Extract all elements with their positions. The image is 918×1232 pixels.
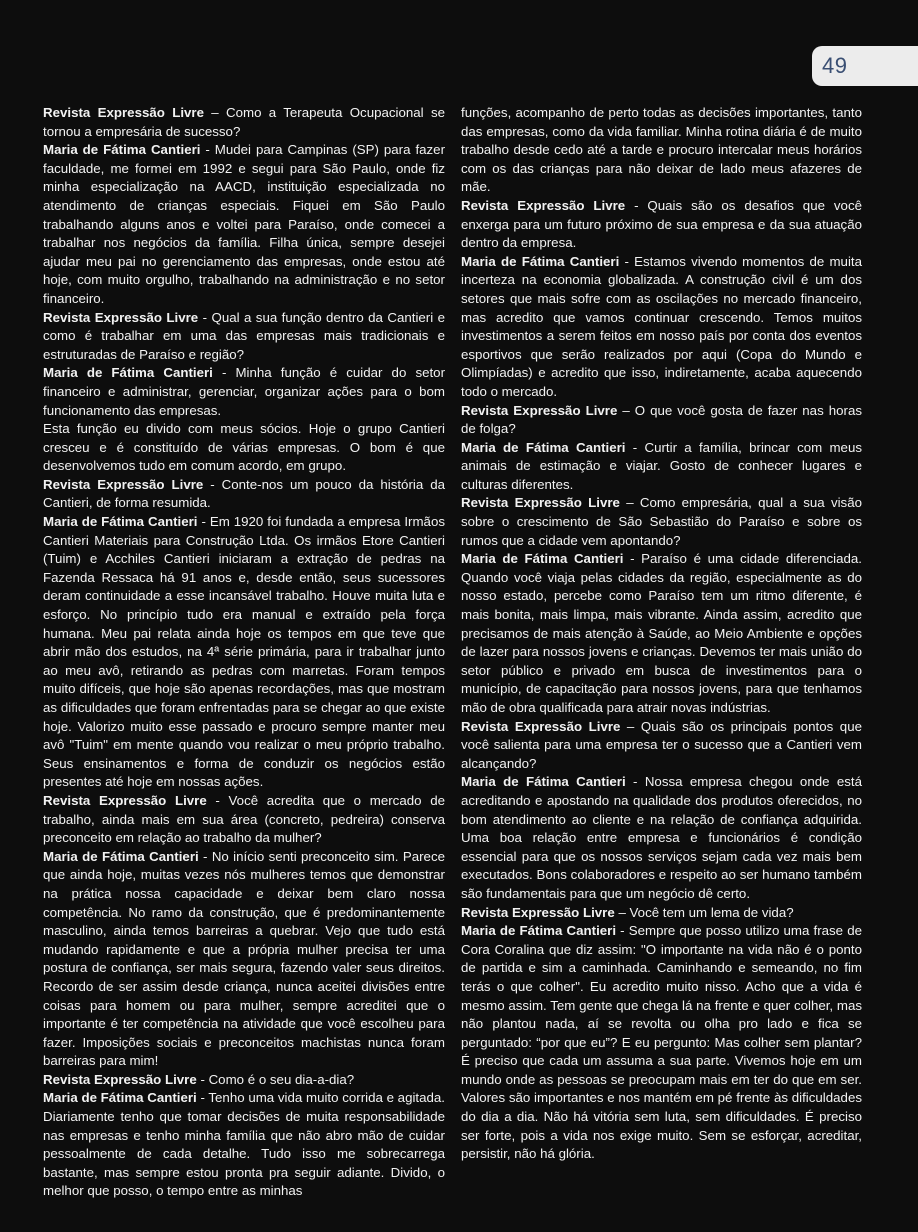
- speaker-name: Maria de Fátima Cantieri: [43, 1090, 197, 1106]
- speaker-name: Maria de Fátima Cantieri: [461, 253, 620, 269]
- paragraph-text: – Quais são os principais pontos que você salienta para uma empresa ter o sucesso que a Cantieri vem alcançando?: [461, 718, 862, 771]
- interview-paragraph: [43, 364, 445, 420]
- speaker-name: Maria de Fátima Cantieri: [43, 848, 199, 864]
- speaker-name: Revista Expressão Livre: [461, 495, 620, 511]
- interview-paragraph: [461, 904, 862, 923]
- interview-paragraph: [461, 922, 862, 1164]
- interview-paragraph: [461, 773, 862, 903]
- speaker-name: Maria de Fátima Cantieri: [43, 142, 201, 158]
- speaker-name: Revista Expressão Livre: [43, 105, 204, 120]
- paragraph-text: - Tenho uma vida muito corrida e agitada. Diariamente tenho que tomar decisões de muita responsabilidade nas empresas e tenho minha família que não abro mão de cuidar pessoalmente de cada detalhe. Tudo isso me sobrecarrega bastante, mas sempre estou pronta pra seguir adiante. Divido, o melhor que posso, o tempo entre as minhas: [43, 1090, 446, 1199]
- interview-paragraph: [43, 848, 445, 1071]
- interview-paragraph: [461, 550, 862, 717]
- paragraph-text: funções, acompanho de perto todas as decisões importantes, tanto das empresas, como da vida familiar. Minha rotina diária é de muito trabalho desde cedo até a tarde e procuro intercalar meus horários com os das crianças para não deixar de lado meus afazeres de mãe.: [461, 105, 862, 195]
- right-column: [461, 104, 862, 1164]
- paragraph-text: - Minha função é cuidar do setor financeiro e administrar, gerenciar, organizar ações para o bom funcionamento das empresas.: [43, 365, 445, 418]
- paragraph-text: - Curtir a família, brincar com meus animais de estimação e viajar. Gosto de conhecer lugares e culturas diferentes.: [461, 439, 862, 492]
- speaker-name: Revista Expressão Livre: [461, 718, 621, 734]
- paragraph-text: - Nossa empresa chegou onde está acreditando e apostando na qualidade dos produtos oferecidos, no bom atendimento ao cliente e na relação de confiança adquirida. Uma boa relação entre empresa e funcionários é condição essencial para que os nossos serviços sejam cada vez mais bem executados. Bons colaboradores e respeito ao ser humano também são fundamentais para que um negócio dê certo.: [461, 774, 862, 901]
- speaker-name: Revista Expressão Livre: [461, 402, 618, 418]
- speaker-name: Maria de Fátima Cantieri: [461, 551, 624, 567]
- speaker-name: Maria de Fátima Cantieri: [43, 514, 198, 530]
- paragraph-text: - No início senti preconceito sim. Parece que ainda hoje, muitas vezes nós mulheres temos que demonstrar na prática nossa capacidade e deixar bem claro nossa competência. No ramo da construção, que é predominantemente masculino, ainda temos barreiras a quebrar. Vejo que tudo está mudando rapidamente e que a própria mulher precisa ter uma postura de confiança, ser mais segura, fazendo valer seus direitos. Recordo de ser assim desde criança, nunca aceitei divisões entre coisas para homem ou para mulher, sempre acreditei que o importante é ter competência na atividade que você escolheu para fazer. Imposições sociais e preconceitos machistas nunca foram barreiras para mim!: [43, 848, 445, 1069]
- interview-paragraph: [43, 1071, 445, 1090]
- paragraph-text: - Estamos vivendo momentos de muita incerteza na economia globalizada. A construção civil é um dos setores que mais sofre com as oscilações no mercado financeiro, mas acredito que vamos continuar crescendo. Temos muitos investimentos a serem feitos em nosso país por conta dos eventos esportivos que serão realizados por aqui (Copa do Mundo e Olimpíadas) e acredito que isso, indiretamente, acaba aquecendo todo o mercado.: [461, 253, 862, 399]
- paragraph-text: – Como a Terapeuta Ocupacional se tornou a empresária de sucesso?: [43, 105, 445, 139]
- speaker-name: Revista Expressão Livre: [461, 197, 626, 213]
- interview-paragraph: [43, 141, 445, 308]
- paragraph-text: – Você tem um lema de vida?: [614, 904, 794, 920]
- speaker-name: Revista Expressão Livre: [43, 792, 207, 808]
- paragraph-text: – Como empresária, qual a sua visão sobre o crescimento de São Sebastião do Paraíso e sobre os rumos que a cidade vem apontando?: [461, 495, 862, 548]
- speaker-name: Revista Expressão Livre: [43, 1071, 197, 1087]
- speaker-name: Maria de Fátima Cantieri: [43, 365, 213, 381]
- interview-paragraph: [461, 494, 862, 550]
- speaker-name: Maria de Fátima Cantieri: [461, 923, 617, 939]
- paragraph-text: – O que você gosta de fazer nas horas de folga?: [461, 402, 862, 437]
- paragraph-text: - Qual a sua função dentro da Cantieri e como é trabalhar em uma das empresas mais tradicionais e estruturadas de Paraíso e região?: [43, 309, 445, 362]
- interview-paragraph: [461, 197, 862, 253]
- paragraph-text: - Mudei para Campinas (SP) para fazer faculdade, me formei em 1992 e segui para São Paulo, onde fiz minha especialização na AACD, instituição especializada no atendimento de crianças especiais. Fiquei em São Paulo trabalhando alguns anos e voltei para Paraíso, onde comecei a trabalhar nos negócios da família. Filha única, sempre desejei ajudar meu pai no gerenciamento das empresas, onde estou até hoje, com muito orgulho, trabalhando na administração e no setor financeiro.: [43, 142, 445, 306]
- left-column: [43, 104, 445, 1201]
- speaker-name: Revista Expressão Livre: [461, 904, 615, 920]
- paragraph-text: - Como é o seu dia-a-dia?: [196, 1071, 355, 1087]
- interview-paragraph: [461, 104, 862, 197]
- paragraph-text: - Conte-nos um pouco da história da Cantieri, de forma resumida.: [43, 476, 445, 511]
- paragraph-text: - Em 1920 foi fundada a empresa Irmãos Cantieri Materiais para Construção Ltda. Os irmãos Etore Cantieri (Tuim) e Acchiles Cantieri iniciaram a extração de pedras na Fazenda Ressaca há 91 anos e, desde então, seus sucessores deram continuidade a esse incansável trabalho. Houve muita luta e esforço. No princípio tudo era manual e extraído pela força humana. Meu pai relata ainda hoje os tempos em que teve que abrir mão dos estudos, na 4ª série primária, para ir trabalhar junto ao meu avô, retirando as pedras com marretas. Foram tempos muito difíceis, que hoje são apenas recordações, mas que mostram as dificuldades que foram enfrentadas para se chegar ao que existe hoje. Valorizo muito esse passado e procuro sempre manter meu avô "Tuim" em mente quando vou realizar o meu próprio trabalho. Seus ensinamentos e forma de conduzir os negócios estão presentes até hoje em nossas ações.: [43, 514, 445, 790]
- paragraph-text: Esta função eu divido com meus sócios. Hoje o grupo Cantieri cresceu e é constituído de várias empresas. O bom é que desenvolvemos tudo em comum acordo, em grupo.: [43, 421, 445, 474]
- interview-paragraph: [43, 309, 445, 365]
- page-number-tab: [812, 46, 918, 86]
- interview-paragraph: [43, 513, 445, 792]
- interview-paragraph: [43, 420, 445, 476]
- speaker-name: Maria de Fátima Cantieri: [461, 774, 626, 790]
- paragraph-text: - Você acredita que o mercado de trabalho, ainda mais em sua área (concreto, pedreira) conserva preconceito em relação ao trabalho da mulher?: [43, 792, 445, 846]
- paragraph-text: - Quais são os desafios que você enxerga para um futuro próximo de sua empresa e da sua atuação dentro da empresa.: [461, 197, 862, 251]
- interview-paragraph: [461, 439, 862, 495]
- paragraph-text: - Sempre que posso utilizo uma frase de Cora Coralina que diz assim: "O importante na vida não é o ponto de partida e sim a caminhada. Caminhando e semeando, no fim terás o que colher". Eu acredito muito nisso. Acho que a vida é mesmo assim. Tem gente que chega lá na frente e quer colher, mas não plantou nada, aí se revolta ou olha pro lado e fica se perguntado: “por que eu”? E eu pergunto: Mas colher sem plantar? É preciso que cada um assuma a sua parte. Vivemos hoje em um mundo onde as pessoas se preocupam mais em ter do que em ser. Valores são importantes e nos mantém em pé frente às dificuldades do dia a dia. Não há vitória sem luta, sem dificuldades. É preciso ser forte, pois a vida nos exige muito. Sem se esforçar, acreditar, persistir, não há glória.: [461, 923, 862, 1162]
- page-number: 49: [822, 53, 848, 78]
- interview-paragraph: [461, 402, 862, 439]
- speaker-name: Revista Expressão Livre: [43, 476, 204, 492]
- paragraph-text: - Paraíso é uma cidade diferenciada. Quando você viaja pelas cidades da região, especialmente as do nosso estado, percebe como Paraíso tem um ritmo diferente, é mais bonita, mais limpa, mais vibrante. Ainda assim, acredito que precisamos de mais atenção à Saúde, ao Meio Ambiente e opções de lazer para nossos jovens e crianças. Devemos ter mais união do setor público e privado em busca de investimentos para o município, de capacitação para nossos jovens, para que tenhamos mão de obra qualificada para atrair novas indústrias.: [461, 551, 862, 715]
- interview-paragraph: [43, 476, 445, 513]
- speaker-name: Maria de Fátima Cantieri: [461, 439, 626, 455]
- speaker-name: Revista Expressão Livre: [43, 309, 199, 325]
- interview-paragraph: [461, 253, 862, 402]
- interview-paragraph: [43, 104, 445, 141]
- interview-paragraph: [43, 792, 445, 848]
- interview-paragraph: [461, 718, 862, 774]
- interview-paragraph: [43, 1089, 445, 1201]
